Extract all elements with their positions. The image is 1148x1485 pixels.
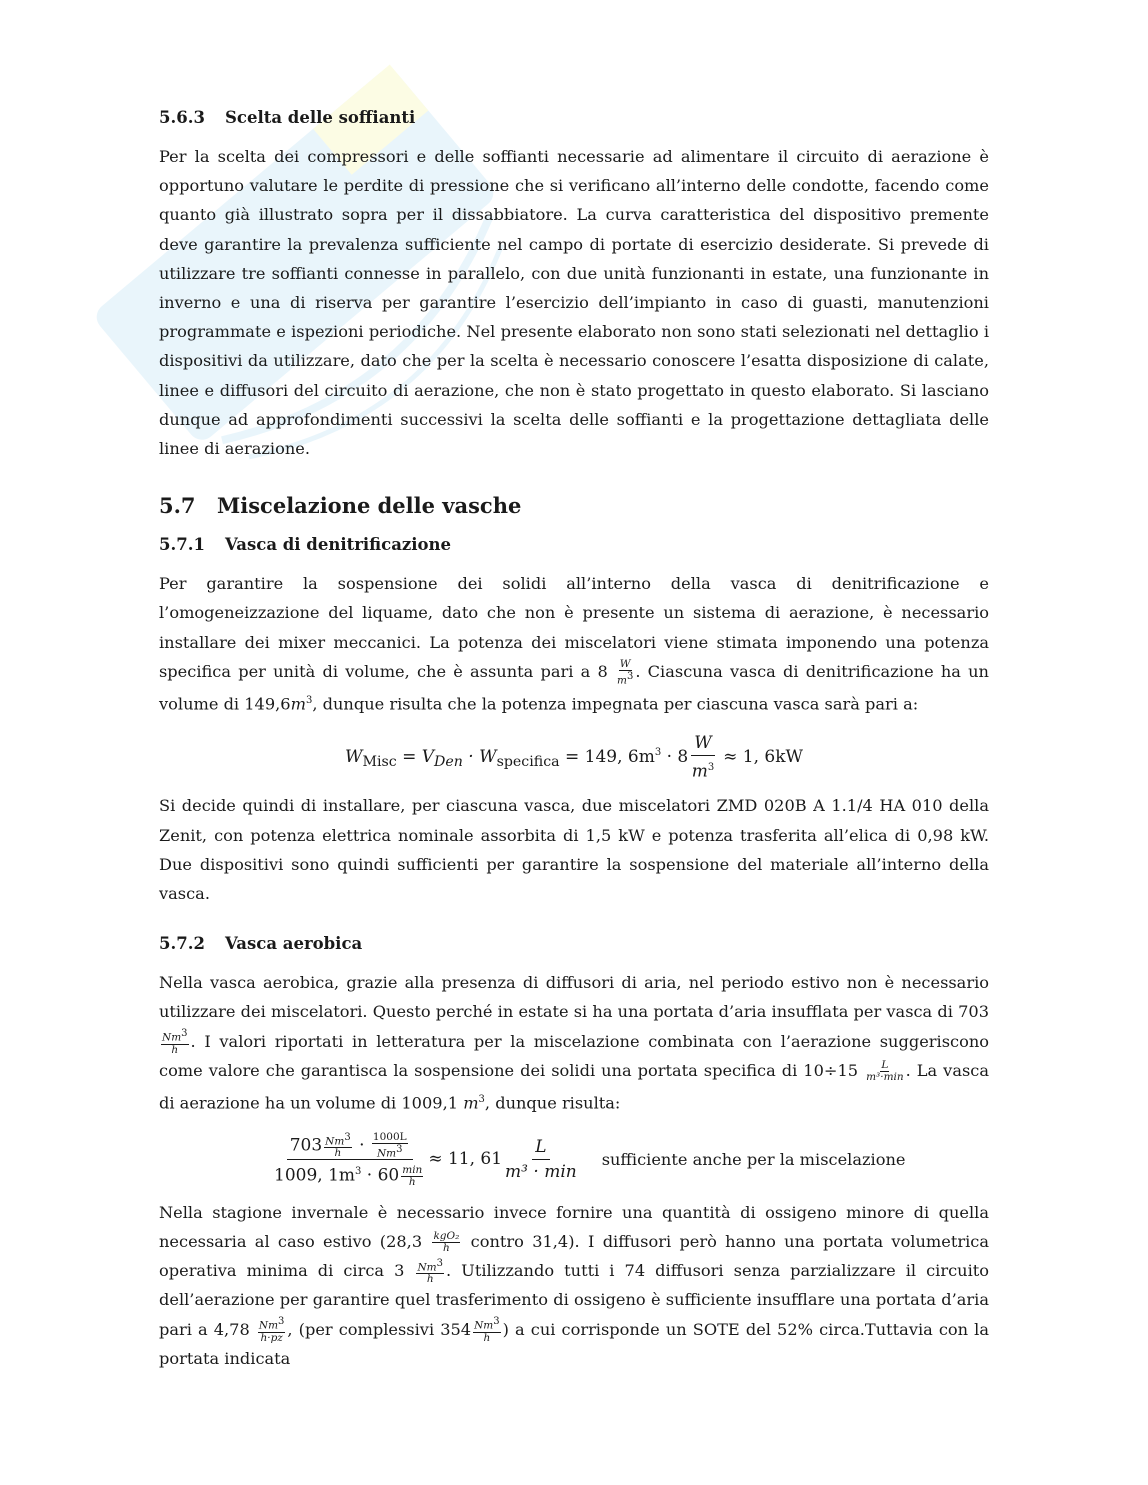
fraction-nm3-hpz: $\frac{Nm^3}{h\cdot pz}$ [258, 1316, 285, 1344]
section-heading-5-7: 5.7 Miscelazione delle vasche [159, 493, 522, 519]
section-heading-5-7-2: 5.7.2 Vasca aerobica [159, 934, 363, 954]
equation-portata-specifica: 703 $\frac{Nm^3}{h}$ · $\frac{1000L}{Nm^3}$ 1009, $1m^3 \cdot 60$ $\frac{\min}{h}$ ≈ 11, 61 L m³ · min sufficiente anche per la miscelazione [274, 1130, 906, 1188]
section-heading-5-6-3: 5.6.3 Scelta delle soffianti [159, 108, 416, 127]
paragraph-scelta-miscelatori: Si decide quindi di installare, per ciascuna vasca, due miscelatori ZMD 020B A 1.1/4 HA 010 della Zenit, con potenza elettrica nominale assorbita di 1,5 kW e potenza trasferita all’elica di 0,98 kW. Due dispositivi sono quindi sufficienti per garantire la sospensione del materiale all’interno della vasca. [159, 796, 989, 903]
fraction-kgo2-h: $\frac{\text{kgO₂}}{h}$ [433, 1229, 460, 1254]
paragraph-vasca-aerobica: Nella vasca aerobica, grazie alla presenza di diffusori di aria, nel periodo estivo non è necessario utilizzare dei miscelatori. Questo perché in estate si ha una portata d’aria insufflata per vasca di 703 $\frac{Nm^3}{h}$ . I valori riportati in letteratura per la miscelazione combinata con l’aerazione suggeriscono come valore che garantisca la sospensione dei solidi una portata specifica di 10÷15 $\frac{L}{\text{m³·min}}$ . La vasca di aerazione ha un volume di 1009,1 $m^3$, dunque risulta: [159, 973, 989, 1113]
paragraph-stagione-invernale: Nella stagione invernale è necessario invece fornire una quantità di ossigeno minore di quella necessaria al caso estivo (28,3 $\frac{\text{kgO₂}}{h}$ contro 31,4). I diffusori però hanno una portata volumetrica operativa minima di circa 3 $\frac{Nm^3}{h}$ . Utilizzando tutti i 74 diffusori senza parzializzare il circuito dell’aerazione per garantire quel trasferimento di ossigeno è sufficiente insufflare una portata d’aria pari a 4,78 $\frac{Nm^3}{h\cdot pz}$ , (per complessivi 354 $\frac{Nm^3}{h}$ ) a cui corrisponde un SOTE del 52% circa.Tuttavia con la portata indicata [159, 1202, 990, 1368]
equation-potenza-miscelatori: $W_{Misc} = V_{Den} \cdot W_{specifica} = 149$, $6m^3 \cdot 8$ $\frac{W}{m^3}$ ≈ 1, 6kW [345, 732, 803, 782]
fraction-nm3-h-3: $\frac{Nm^3}{h}$ [474, 1316, 500, 1344]
paragraph-soffianti: Per la scelta dei compressori e delle soffianti necessarie ad alimentare il circuito di aerazione è opportuno valutare le perdite di pressione che si verificano all’interno delle condotte, facendo come quanto già illustrato sopra per il dissabbiatore. La curva caratteristica del dispositivo premente deve garantire la prevalenza sufficiente nel campo di portate di esercizio desiderate. Si prevede di utilizzare tre soffianti connesse in parallelo, con due unità funzionanti in estate, una funzionante in inverno e una di riserva per garantire l’esercizio dell’impianto in caso di guasti, manutenzioni programmate e ispezioni periodiche. Nel presente elaborato non sono stati selezionati nel dettaglio i dispositivi da utilizzare, dato che per la scelta è necessario conoscere l’esatta disposizione di calate, linee e diffusori del circuito di aerazione, che non è stato progettato in questo elaborato. Si lasciano dunque ad approfondimenti successivi la scelta delle soffianti e la progettazione dettagliata delle linee di aerazione. [159, 147, 989, 459]
paragraph-denitrificazione: Per garantire la sospensione dei solidi all’interno della vasca di denitrificazione e l’omogeneizzazione del liquame, dato che non è presente un sistema di aerazione, è necessario installare dei mixer meccanici. La potenza dei miscelatori viene stimata imponendo una potenza specifica per unità di volume, che è assunta pari a 8 $\frac{W}{m^3}$ . Ciascuna vasca di denitrificazione ha un volume di $149,6m^3$, dunque risulta che la potenza impegnata per ciascuna vasca sarà pari a: [159, 574, 989, 714]
fraction-nm3-h: $\frac{Nm^3}{h}$ [162, 1028, 188, 1056]
fraction-nm3-h-2: $\frac{Nm^3}{h}$ [417, 1257, 443, 1286]
section-heading-5-7-1: 5.7.1 Vasca di denitrificazione [159, 535, 452, 555]
fraction-w-m3: $\frac{W}{m^3}$ [616, 657, 634, 687]
fraction-l-m3min: $\frac{L}{\text{m³·min}}$ [866, 1058, 904, 1083]
document-page [159, 104, 989, 1373]
